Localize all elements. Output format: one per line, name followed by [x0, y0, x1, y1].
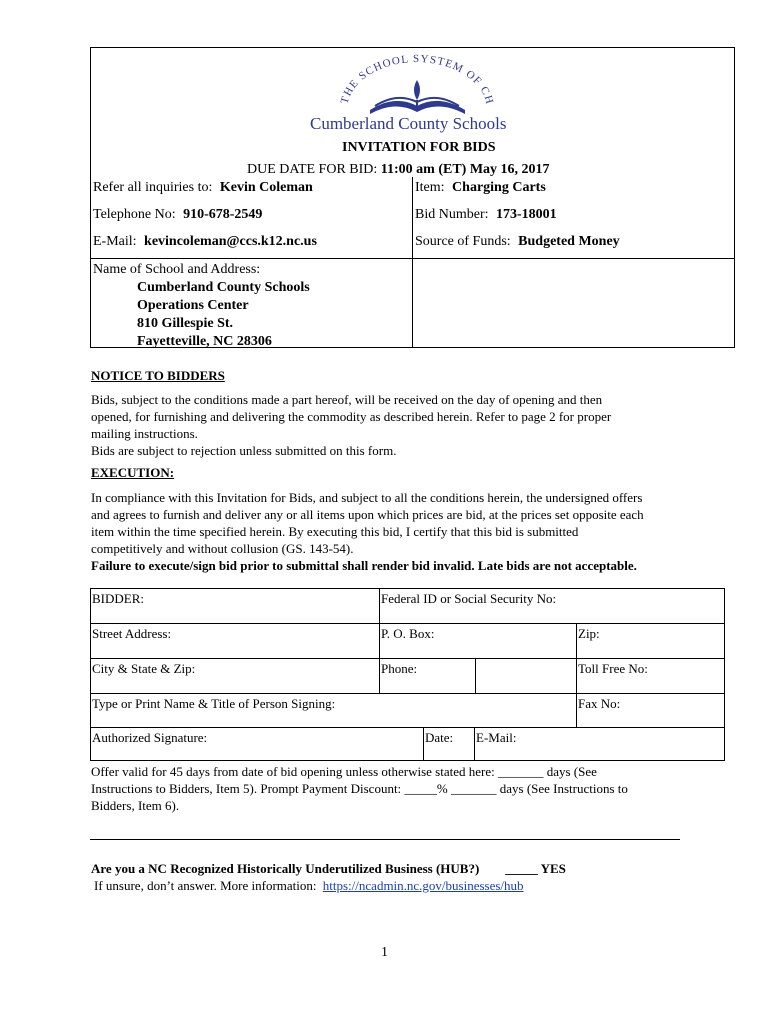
doc-title: INVITATION FOR BIDS — [342, 140, 496, 155]
svg-text:THE SCHOOL SYSTEM OF CHOICE: THE SCHOOL SYSTEM OF CH — [338, 52, 496, 107]
hub-help-text: If unsure, don’t answer. More information: — [94, 878, 317, 893]
due-date-value: 11:00 am (ET) May 16, 2017 — [380, 162, 550, 177]
bid-number-value: 173-18001 — [496, 207, 557, 222]
zip-field[interactable]: Zip: — [578, 626, 600, 641]
execution-line: In compliance with this Invitation for Bids, and subject to all the conditions herein, the undersigned offers — [91, 490, 643, 505]
telephone-row — [93, 206, 262, 223]
divider-line — [90, 839, 680, 840]
execution-line: item within the time specified herein. By executing this bid, I certify that this bid is submitted — [91, 524, 579, 539]
notice-line: Bids are subject to rejection unless submitted on this form. — [91, 443, 397, 458]
print-name-title-field[interactable]: Type or Print Name & Title of Person Signing: — [92, 696, 336, 711]
hub-question: Are you a NC Recognized Historically Underutilized Business (HUB?) _____ YES — [91, 861, 566, 876]
phone-field[interactable]: Phone: — [381, 661, 418, 676]
page-number: 1 — [381, 945, 388, 960]
school-address-line: Operations Center — [137, 298, 249, 313]
notice-heading: NOTICE TO BIDDERS — [91, 368, 225, 383]
bid-number-row — [415, 206, 557, 223]
federal-id-field[interactable]: Federal ID or Social Security No: — [381, 591, 557, 606]
notice-line: Bids, subject to the conditions made a part hereof, will be received on the day of opening and then — [91, 392, 603, 407]
funds-label: Source of Funds: — [415, 234, 511, 249]
school-address-line: Fayetteville, NC 28306 — [137, 334, 272, 349]
telephone-value: 910-678-2549 — [183, 207, 263, 222]
inquiries-label: Refer all inquiries to: — [93, 180, 213, 195]
hub-help — [94, 877, 524, 894]
hub-link[interactable]: https://ncadmin.nc.gov/businesses/hub — [322, 878, 524, 893]
inquiries-row — [93, 179, 313, 196]
email-label: E-Mail: — [93, 234, 137, 249]
inquiries-value: Kevin Coleman — [219, 180, 313, 195]
date-field[interactable]: Date: — [425, 730, 454, 745]
offer-paragraph — [91, 763, 628, 814]
item-row — [415, 179, 546, 196]
offer-line: Instructions to Bidders, Item 5). Prompt Payment Discount: _____% _______ days (See Instructions to — [91, 781, 628, 796]
execution-warning: Failure to execute/sign bid prior to submittal shall render bid invalid. Late bids are not acceptable. — [91, 558, 637, 573]
fax-field[interactable]: Fax No: — [578, 696, 621, 711]
funds-value: Budgeted Money — [518, 234, 620, 249]
authorized-signature-field[interactable]: Authorized Signature: — [92, 730, 208, 745]
email-value: kevincoleman@ccs.k12.nc.us — [144, 234, 317, 249]
city-state-zip-field[interactable]: City & State & Zip: — [92, 661, 196, 676]
bidder-email-field[interactable]: E-Mail: — [476, 730, 517, 745]
offer-line: Offer valid for 45 days from date of bid opening unless otherwise stated here: _______ days (See — [91, 764, 597, 779]
email-row — [93, 233, 317, 250]
notice-paragraph — [91, 391, 611, 459]
due-date-label: DUE DATE FOR BID: — [247, 162, 378, 177]
toll-free-field[interactable]: Toll Free No: — [578, 661, 648, 676]
street-address-field[interactable]: Street Address: — [92, 626, 172, 641]
school-address-label: Name of School and Address: — [93, 262, 261, 277]
execution-paragraph — [91, 489, 644, 574]
school-address-line: Cumberland County Schools — [137, 280, 310, 295]
notice-line: opened, for furnishing and delivering the commodity as described herein. Refer to page 2 for proper — [91, 409, 612, 424]
due-date-line — [247, 161, 550, 178]
org-name: Cumberland County Schools — [310, 114, 507, 133]
offer-line: Bidders, Item 6). — [91, 798, 180, 813]
bidder-field[interactable]: BIDDER: — [92, 591, 144, 606]
po-box-field[interactable]: P. O. Box: — [381, 626, 435, 641]
notice-line: mailing instructions. — [91, 426, 198, 441]
bid-number-label: Bid Number: — [415, 207, 489, 222]
item-label: Item: — [415, 180, 445, 195]
school-address-line: 810 Gillespie St. — [137, 316, 234, 331]
execution-line: competitively and without collusion (GS. 143-54). — [91, 541, 354, 556]
execution-heading: EXECUTION: — [91, 465, 175, 480]
school-seal-logo — [325, 50, 505, 122]
execution-line: and agrees to furnish and deliver any or all items upon which prices are bid, at the prices set opposite each — [91, 507, 644, 522]
item-value: Charging Carts — [452, 180, 546, 195]
telephone-label: Telephone No: — [93, 207, 176, 222]
funds-row — [415, 233, 620, 250]
